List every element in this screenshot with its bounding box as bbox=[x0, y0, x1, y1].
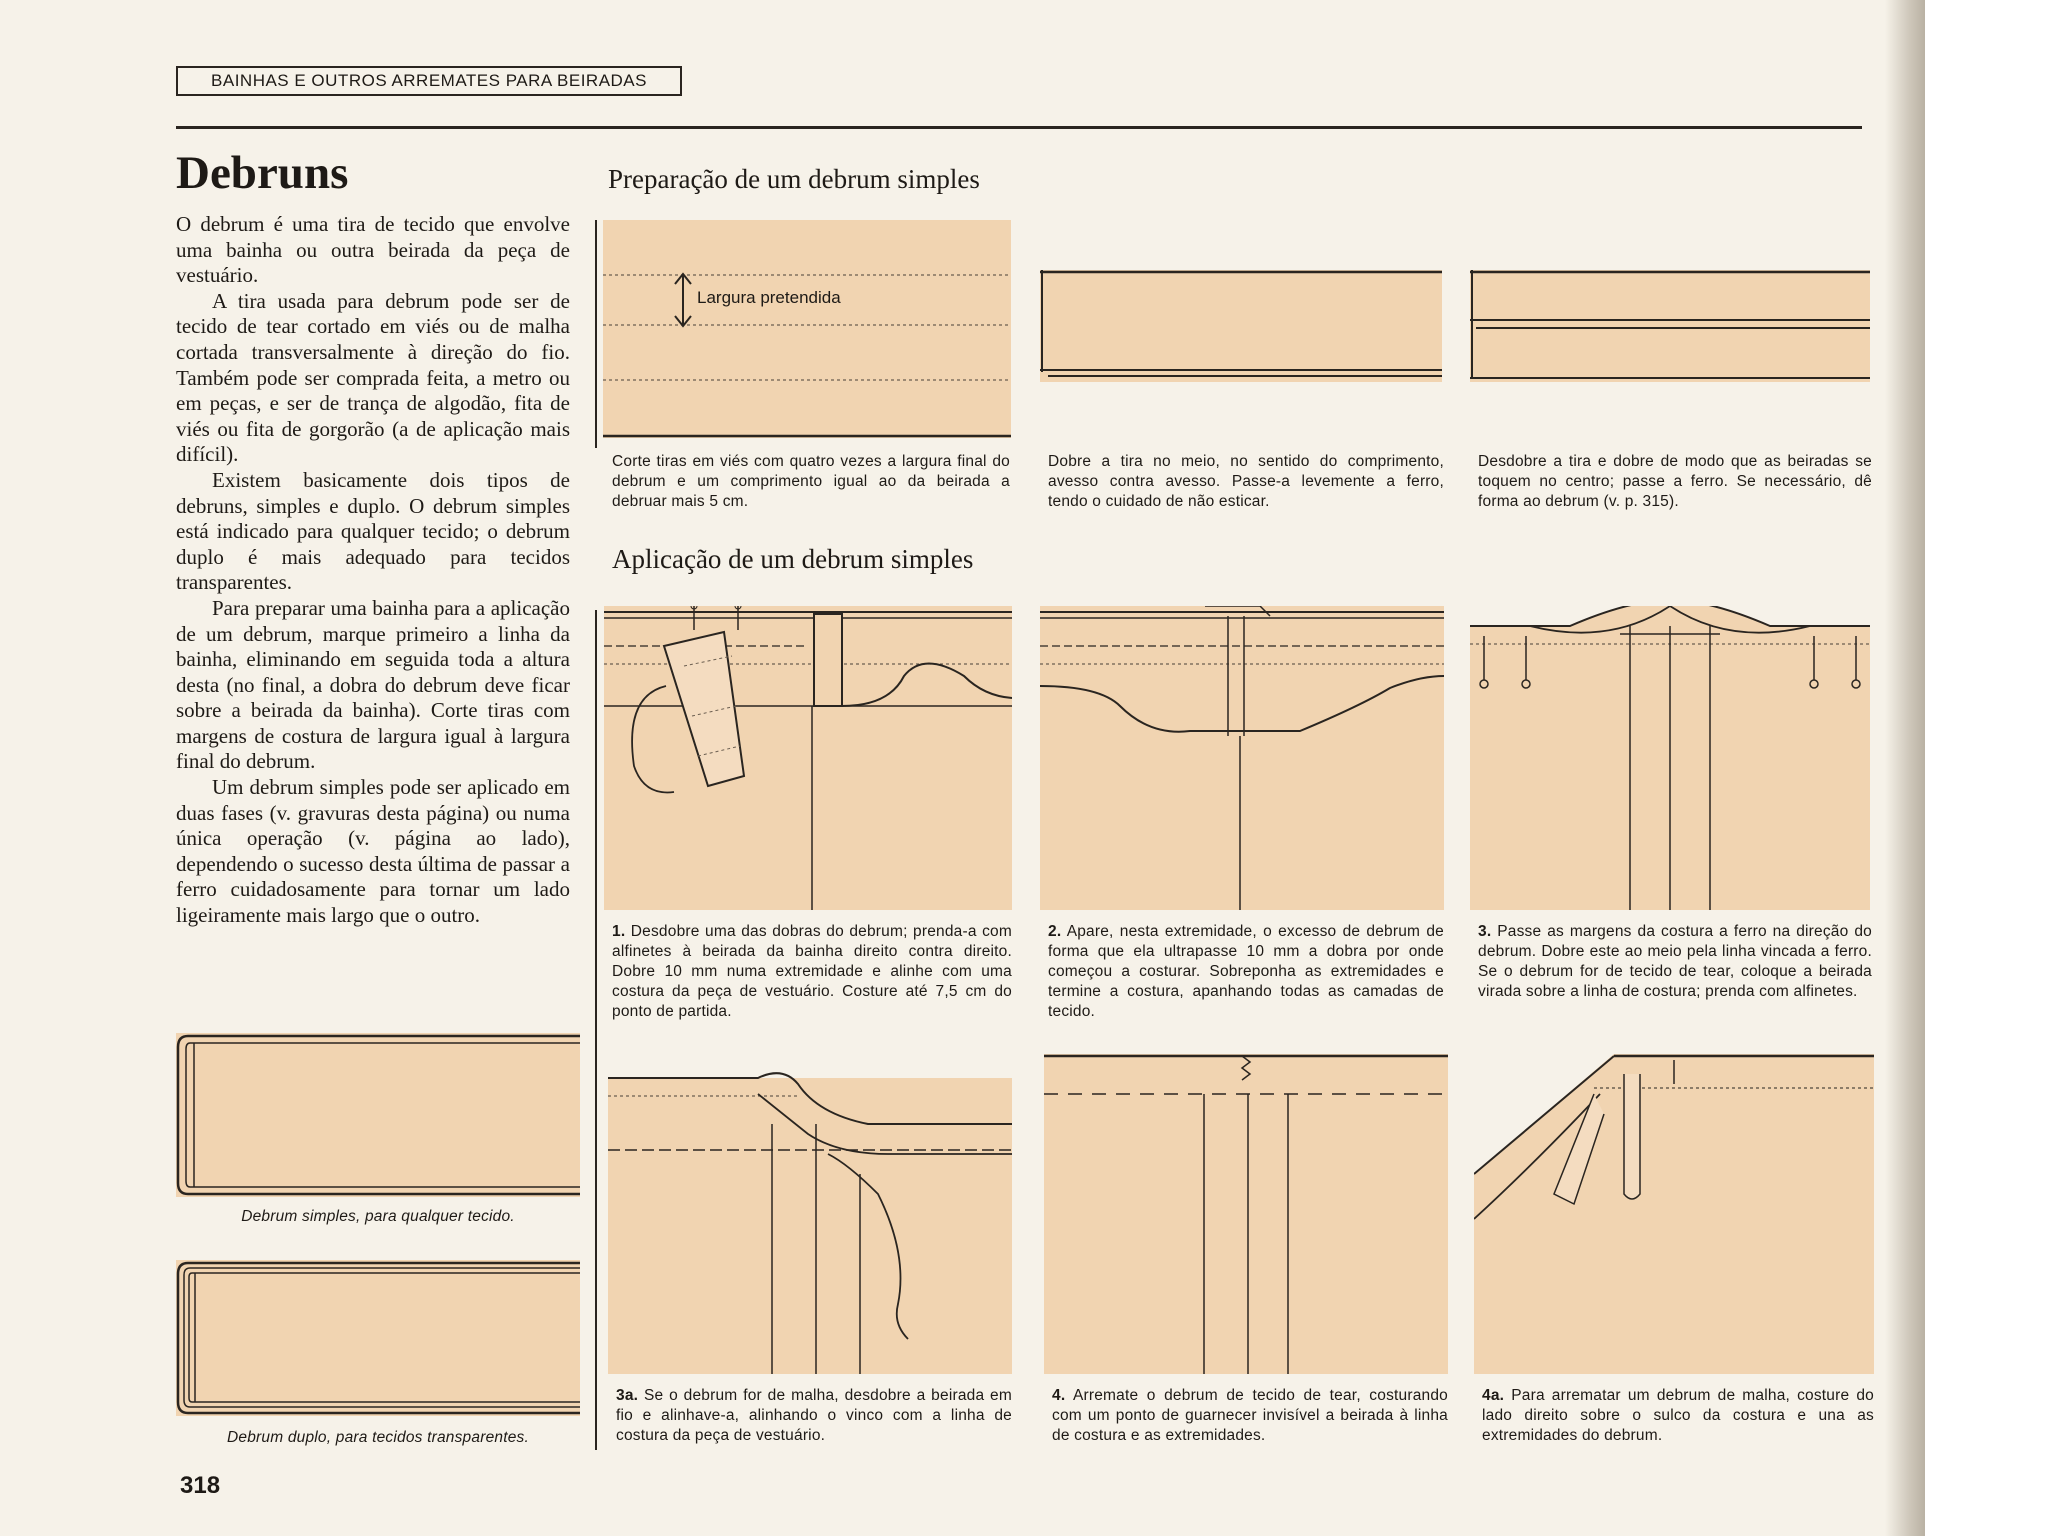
application-title: Aplicação de um debrum simples bbox=[612, 544, 974, 574]
width-label: Largura pretendida bbox=[697, 288, 841, 307]
step-number: 4. bbox=[1052, 1387, 1066, 1404]
step-3-caption bbox=[1478, 922, 1872, 1002]
step-2-caption bbox=[1048, 922, 1444, 1022]
step-4a-caption bbox=[1482, 1386, 1874, 1446]
column-divider bbox=[595, 220, 597, 448]
step-text: Apare, nesta extremidade, o excesso de debrum de forma que ela ultrapasse 10 mm a dobra por onde começou a costurar. Sobreponha as extremidades e termine a costura, apanhando todas as camadas de tecido. bbox=[1048, 923, 1445, 1020]
step-4-illustration bbox=[1044, 1054, 1448, 1374]
step-2-illustration bbox=[1040, 606, 1444, 910]
article-body bbox=[176, 212, 570, 929]
step-number: 4a. bbox=[1482, 1387, 1505, 1404]
double-binding-caption: Debrum duplo, para tecidos transparentes. bbox=[226, 1429, 529, 1446]
step-text: Arremate o debrum de tecido de tear, costurando com um ponto de guarnecer invisível a beirada à linha de costura e as extremidades. bbox=[1052, 1387, 1448, 1444]
prep-caption-3: Desdobre a tira e dobre de modo que as beiradas se toquem no centro; passe a ferro. Se necessário, dê forma ao debrum (v. p. 315). bbox=[1478, 453, 1872, 510]
paragraph: Um debrum simples pode ser aplicado em duas fases (v. gravuras desta página) ou numa única operação (v. página ao lado), dependendo o sucesso desta última de passar a ferro cuidadosamente para tornar um lado ligeiramente mais largo que o outro. bbox=[176, 775, 570, 928]
preparation-title: Preparação de um debrum simples bbox=[608, 164, 980, 194]
paragraph: A tira usada para debrum pode ser de tecido de tear cortado em viés ou de malha cortada transversalmente à direção do fio. Também pode ser comprada feita, a metro ou em peças, e ser de trança de algodão, fita de viés ou fita de gorgorão (a de aplicação mais difícil). bbox=[176, 288, 570, 467]
step-3-illustration bbox=[1470, 606, 1870, 910]
step-text: Passe as margens da costura a ferro na direção do debrum. Dobre este ao meio pela linha vincada a ferro. Se o debrum for de tecido de tear, coloque a beirada virada sobre a linha de costura; prenda com alfinetes. bbox=[1478, 923, 1872, 1000]
step-text: Para arrematar um debrum de malha, costure do lado direito sobre o sulco da costura e una as extremidades do debrum. bbox=[1482, 1387, 1874, 1444]
prep-caption-1: Corte tiras em viés com quatro vezes a largura final do debrum e um comprimento igual ao da beirada a debruar mais 5 cm. bbox=[612, 453, 1010, 510]
simple-binding-illustration bbox=[176, 1033, 580, 1197]
step-number: 2. bbox=[1048, 923, 1062, 940]
column-divider bbox=[595, 610, 597, 1450]
step-3a-illustration bbox=[608, 1054, 1012, 1374]
section-header bbox=[176, 66, 682, 96]
step-number: 3a. bbox=[616, 1387, 639, 1404]
page-number: 318 bbox=[180, 1472, 221, 1499]
step-text: Desdobre uma das dobras do debrum; prenda-a com alfinetes à beirada da bainha direito contra direito. Dobre 10 mm numa extremidade e alinhe com uma costura da peça de vestuário. Costure até 7,5 cm do ponto de partida. bbox=[612, 923, 1012, 1020]
double-binding-illustration bbox=[176, 1260, 580, 1416]
paragraph: Existem basicamente dois tipos de debruns, simples e duplo. O debrum simples está indicado para qualquer tecido; o debrum duplo é mais adequado para tecidos transparentes. bbox=[176, 467, 570, 595]
section-header-label: BAINHAS E OUTROS ARREMATES PARA BEIRADAS bbox=[211, 71, 647, 90]
step-number: 3. bbox=[1478, 923, 1492, 940]
paragraph: O debrum é uma tira de tecido que envolve uma bainha ou outra beirada da peça de vestuário. bbox=[176, 212, 570, 288]
page-gutter-shadow bbox=[1885, 0, 1925, 1536]
simple-binding-caption: Debrum simples, para qualquer tecido. bbox=[241, 1208, 515, 1225]
paragraph: Para preparar uma bainha para a aplicação de um debrum, marque primeiro a linha da bainha, eliminando em seguida toda a altura desta (no final, a dobra do debrum deve ficar sobre a beirada da bainha). Corte tiras com margens de costura de largura igual à largura final do debrum. bbox=[176, 595, 570, 774]
article-title: Debruns bbox=[176, 147, 349, 199]
step-4a-illustration bbox=[1474, 1054, 1874, 1374]
step-1-illustration bbox=[604, 606, 1012, 910]
prep-step-3-illustration bbox=[1470, 270, 1870, 382]
step-3a-caption bbox=[616, 1386, 1012, 1446]
header-rule bbox=[176, 126, 1862, 129]
step-1-caption bbox=[612, 922, 1012, 1022]
step-number: 1. bbox=[612, 923, 626, 940]
prep-step-2-illustration bbox=[1040, 270, 1442, 382]
step-text: Se o debrum for de malha, desdobre a beirada em fio e alinhave-a, alinhando o vinco com a linha de costura da peça de vestuário. bbox=[616, 1387, 1012, 1444]
prep-caption-2: Dobre a tira no meio, no sentido do comprimento, avesso contra avesso. Passe-a levemente a ferro, tendo o cuidado de não esticar. bbox=[1048, 453, 1444, 510]
prep-step-1-illustration bbox=[603, 220, 1011, 438]
step-4-caption bbox=[1052, 1386, 1448, 1446]
